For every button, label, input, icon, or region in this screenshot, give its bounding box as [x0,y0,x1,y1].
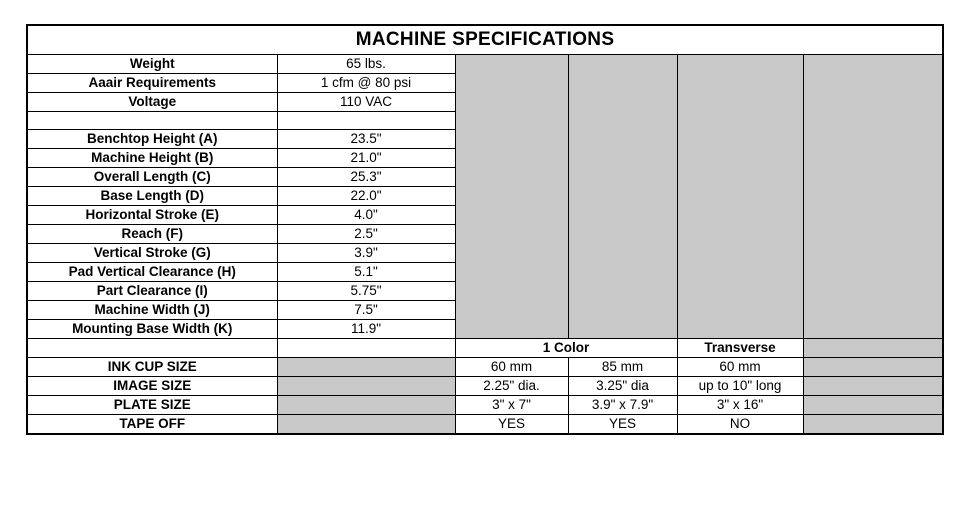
gray-cell [803,339,943,358]
spec-label: Horizontal Stroke (E) [27,206,277,225]
spec-label: Mounting Base Width (K) [27,320,277,339]
spec-value: 5.1" [277,263,455,282]
spec-label: Benchtop Height (A) [27,130,277,149]
print-value: 3.9" x 7.9" [568,396,677,415]
table-title: MACHINE SPECIFICATIONS [27,25,943,55]
spec-label: Weight [27,55,277,74]
spec-value: 3.9" [277,244,455,263]
gray-panel [677,55,803,339]
print-value: 60 mm [677,358,803,377]
spec-value: 25.3" [277,168,455,187]
gray-cell [277,358,455,377]
spec-label: Aaair Requirements [27,74,277,93]
empty-cell [27,339,277,358]
spec-label: Reach (F) [27,225,277,244]
spec-value [277,112,455,130]
gray-cell [803,358,943,377]
print-row [27,396,943,415]
empty-cell [277,339,455,358]
spec-label: Vertical Stroke (G) [27,244,277,263]
spec-value: 21.0" [277,149,455,168]
print-row-label: INK CUP SIZE [27,358,277,377]
gray-cell [803,415,943,435]
spec-row [27,55,943,74]
print-value: NO [677,415,803,435]
print-row-label: IMAGE SIZE [27,377,277,396]
print-value: 3" x 7" [455,396,568,415]
gray-cell [803,377,943,396]
spec-sheet [26,24,942,435]
print-value: YES [455,415,568,435]
spec-label: Part Clearance (I) [27,282,277,301]
spec-label: Base Length (D) [27,187,277,206]
spec-value: 11.9" [277,320,455,339]
spec-value: 4.0" [277,206,455,225]
spec-value: 65 lbs. [277,55,455,74]
spec-label: Machine Height (B) [27,149,277,168]
print-row [27,377,943,396]
print-value: up to 10" long [677,377,803,396]
print-value: 2.25" dia. [455,377,568,396]
print-row-label: TAPE OFF [27,415,277,435]
gray-panel [568,55,677,339]
gray-panel [803,55,943,339]
spec-value: 2.5" [277,225,455,244]
title-row [27,25,943,55]
spec-label: Machine Width (J) [27,301,277,320]
print-row [27,358,943,377]
gray-cell [803,396,943,415]
print-row-label: PLATE SIZE [27,396,277,415]
spec-value: 110 VAC [277,93,455,112]
gray-panel [455,55,568,339]
machine-specifications-table [26,24,944,435]
spec-value: 5.75" [277,282,455,301]
spec-value: 1 cfm @ 80 psi [277,74,455,93]
gray-cell [277,415,455,435]
gray-cell [277,396,455,415]
spec-label: Voltage [27,93,277,112]
print-value: 3" x 16" [677,396,803,415]
spec-value: 7.5" [277,301,455,320]
print-row [27,415,943,435]
spec-value: 22.0" [277,187,455,206]
spec-value: 23.5" [277,130,455,149]
one-color-header: 1 Color [455,339,677,358]
print-value: YES [568,415,677,435]
spec-label [27,112,277,130]
spec-label: Pad Vertical Clearance (H) [27,263,277,282]
print-value: 60 mm [455,358,568,377]
gray-cell [277,377,455,396]
transverse-header: Transverse [677,339,803,358]
print-value: 85 mm [568,358,677,377]
print-header-row [27,339,943,358]
print-value: 3.25" dia [568,377,677,396]
spec-label: Overall Length (C) [27,168,277,187]
